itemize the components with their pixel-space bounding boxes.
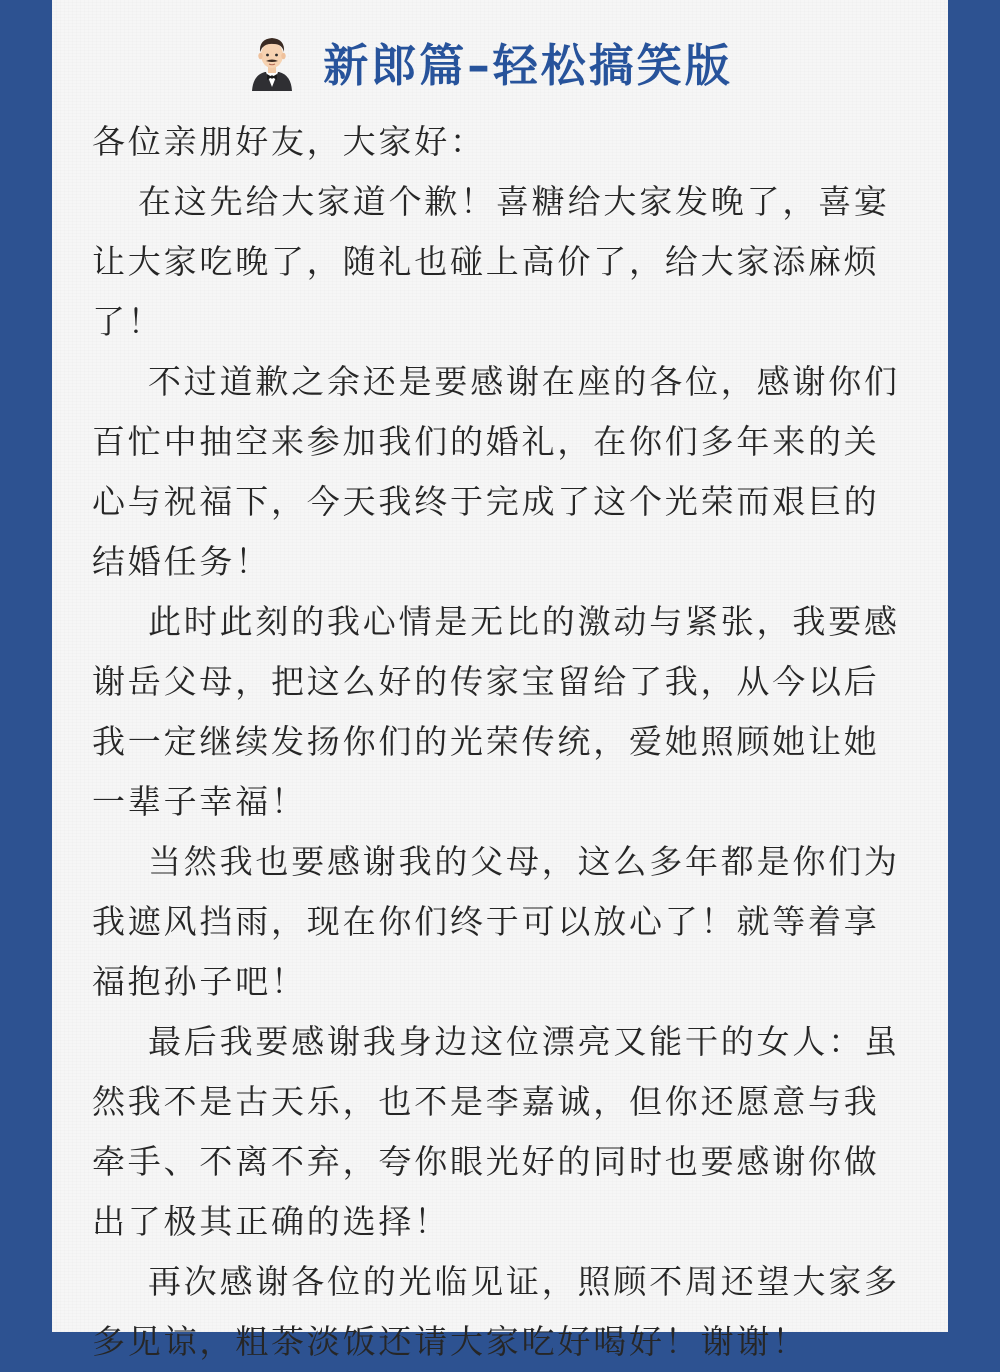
speech-card: [52, 0, 948, 1361]
speech-paragraph: 再次感谢各位的光临见证，照顾不周还望大家多多见谅，粗茶淡饭还请大家吃好喝好！谢谢！: [92, 1262, 900, 1361]
speech-paragraph: 此时此刻的我心情是无比的激动与紧张，我要感谢岳父母，把这么好的传家宝留给了我，从今以后我一定继续发扬你们的光荣传统，爱她照顾她让她一辈子幸福！: [92, 602, 900, 821]
groom-emoji-icon: [247, 31, 297, 91]
page-title: 新郎篇–轻松搞笑版: [323, 38, 733, 92]
speech-paragraph: 最后我要感谢我身边这位漂亮又能干的女人：虽然我不是古天乐，也不是李嘉诚，但你还愿意与我牵手、不离不弃，夸你眼光好的同时也要感谢你做出了极其正确的选择！: [92, 1022, 900, 1241]
title-row: [52, 28, 948, 94]
speech-paragraph: 不过道歉之余还是要感谢在座的各位，感谢你们百忙中抽空来参加我们的婚礼，在你们多年来的关心与祝福下，今天我终于完成了这个光荣而艰巨的结婚任务！: [92, 362, 900, 581]
greeting-line: 各位亲朋好友，大家好：: [92, 122, 486, 161]
speech-paragraph: 当然我也要感谢我的父母，这么多年都是你们为我遮风挡雨，现在你们终于可以放心了！就等着享福抱孙子吧！: [92, 842, 900, 1001]
speech-body: [92, 112, 912, 1372]
speech-paragraph: 在这先给大家道个歉！喜糖给大家发晚了，喜宴让大家吃晚了，随礼也碰上高价了，给大家添麻烦了！: [92, 182, 890, 341]
